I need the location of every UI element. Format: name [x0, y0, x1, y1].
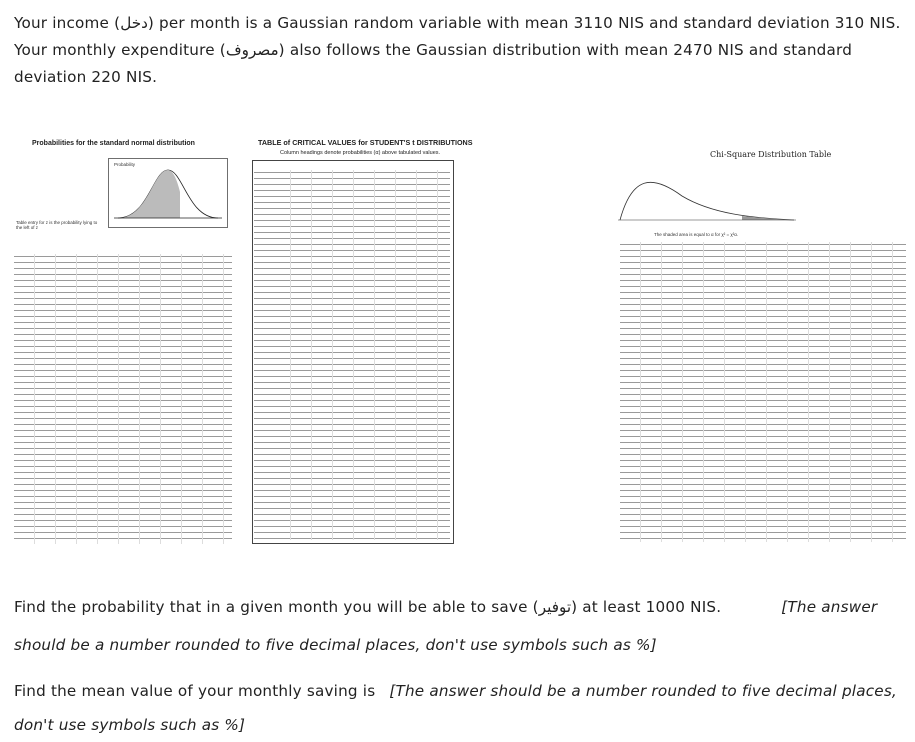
q2-text: Find the mean value of your monthly saving is: [14, 682, 376, 700]
q1-text-b: ) at least 1000 NIS.: [571, 598, 722, 616]
expenditure-word: مصروف: [225, 41, 279, 59]
t-table-subtitle: Column headings denote probabilities (α) above tabulated values.: [280, 150, 441, 156]
save-word: توفير: [538, 598, 572, 616]
question-1: [14, 588, 909, 664]
q1-text-a: Find the probability that in a given month you will be able to save (: [14, 598, 539, 616]
chi-curve-figure: [612, 166, 802, 226]
normal-curve-figure: [108, 158, 228, 228]
normal-table-title: Probabilities for the standard normal distribution: [32, 140, 195, 147]
q2-answer-note: [The answer should be a number rounded to five decimal places, don't use symbols such as %]: [14, 682, 897, 734]
intro-text-b: ) per month is a Gaussian random variable with mean 3110 NIS and standard deviation 310 NIS. Your monthly expenditure (: [14, 14, 901, 59]
problem-statement: [14, 10, 909, 91]
income-word: دخل: [120, 14, 148, 32]
t-table-title: TABLE of CRITICAL VALUES for STUDENT'S t DISTRIBUTIONS: [258, 138, 473, 147]
normal-corner-label: Probability: [114, 162, 136, 167]
statistical-tables-image: [12, 128, 910, 550]
chi-table-title: Chi-Square Distribution Table: [710, 150, 832, 159]
normal-side-note: Table entry for z is the probability lying to the left of z: [16, 220, 98, 230]
question-2: [14, 674, 909, 742]
chi-caption: The shaded area is equal to α for χ² = χ²α.: [654, 232, 739, 237]
q1-answer-note: [The answer should be a number rounded to five decimal places, don't use symbols such as %]: [14, 598, 878, 654]
intro-text-c: ) also follows the Gaussian distribution with mean 2470 NIS and standard deviation 220 NIS.: [14, 41, 853, 86]
intro-text-a: Your income (: [14, 14, 121, 32]
